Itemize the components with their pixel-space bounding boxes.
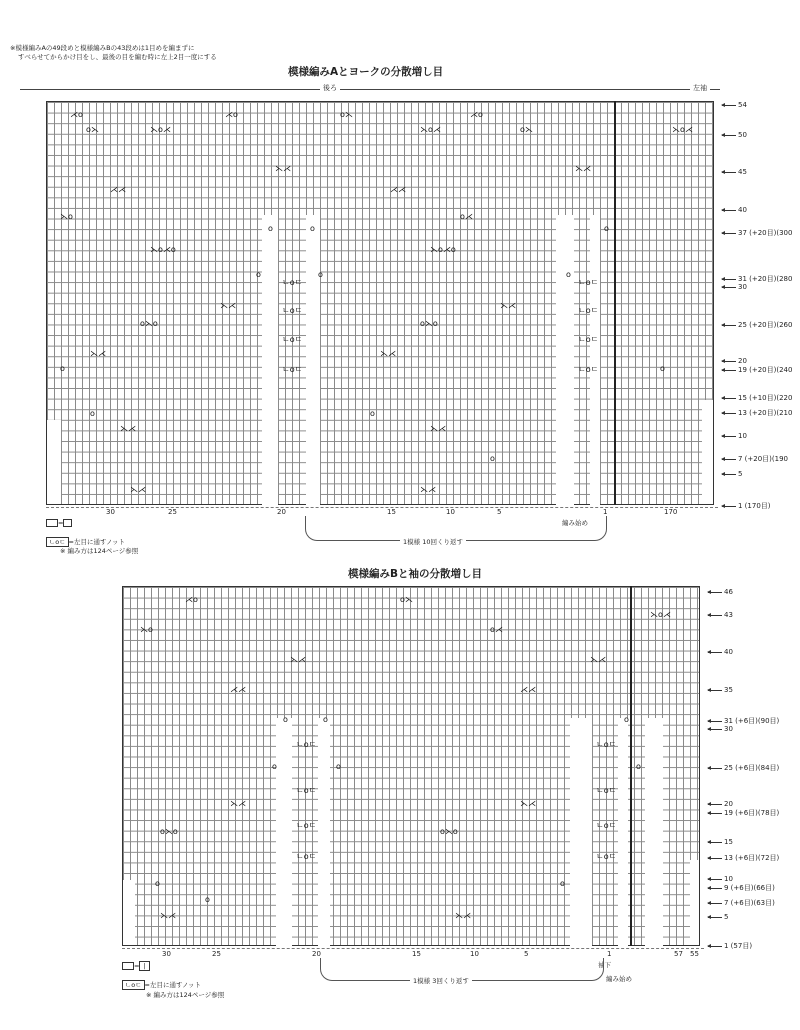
chart-b-stitch: o [624,715,629,724]
chart-b-row-label: 40 [708,648,733,656]
chart-b-baseline [122,948,704,949]
chart-a-section-back: 後ろ [320,83,340,93]
chart-b-row-label: 25 (+6目)(84目) [708,763,779,773]
chart-a-row-label: 25 (+20目)(260 [722,320,792,330]
chart-a-stitch: ⋌o [470,110,483,119]
chart-b-stitch: ⋋⋌ [590,655,606,664]
chart-a-stitch: ㄴoㄷ [578,278,599,287]
legend-a-empty: = [46,519,72,527]
chart-b-stitch: o [636,762,641,771]
chart-a-row-label: 7 (+20目)(190 [722,454,788,464]
legend-b-empty: = | [122,962,150,970]
chart-a-row-label: 50 [722,131,747,139]
chart-b-stitch: ㄴoㄷ [596,852,617,861]
chart-b-col-number: 30 [162,950,171,958]
chart-a-stitch: o⋋ [340,110,353,119]
chart-b-stitch: o⋋o [440,827,458,836]
chart-a-stitch: ⋌⋌ [110,185,126,194]
header-note-line-2: すべらせてからかけ目をし、最後の目を編む時に左上2目一度にする [18,53,217,61]
chart-a-col-number: 170 [664,508,678,516]
chart-a-row-label: 31 (+20目)(280 [722,274,792,284]
chart-a-stitch: o⋋ [86,125,99,134]
chart-a-row-label: 15 (+10目)(220 [722,393,792,403]
chart-a-gap-3 [556,215,574,505]
chart-a-stitch: ⋋⋌ [275,164,291,173]
chart-b-gap-3 [570,718,592,946]
legend-a-pass-over: ㄴoㄷ =左目に通すノット [46,537,125,546]
chart-b-col-number: 55 [690,950,699,958]
chart-b-stitch: ㄴoㄷ [596,740,617,749]
chart-b-stitch: o [323,715,328,724]
chart-a-stitch: ㄴoㄷ [282,365,303,374]
chart-b-stitch: ⋋⋌ [290,655,306,664]
chart-b-step-left [123,880,135,945]
chart-a-step-left [47,420,61,504]
chart-a-stitch: o⋋ [520,125,533,134]
chart-a-title: 模様編みAとヨークの分散増し目 [288,66,444,78]
chart-a-stitch: ⋋o⋌ [672,125,693,134]
chart-b-step-right [690,860,699,945]
legend-a-empty-box [46,519,58,527]
legend-a-empty-box-2 [63,519,72,527]
chart-b-repeat-label: 1模様 3回くり返す [410,976,472,985]
chart-b-stitch: ⋋⋌ [455,911,471,920]
chart-a-stitch: ⋋o [60,212,73,221]
chart-a-stitch: ⋋o⋌o [430,245,456,254]
chart-a-col-number: 15 [387,508,396,516]
chart-b-row-label: 10 [708,875,733,883]
chart-b-row-label: 13 (+6目)(72目) [708,853,779,863]
chart-a-gap-1 [262,215,278,505]
chart-a-stitch: ⋋o⋌ [150,125,171,134]
chart-a-step-right [702,400,713,504]
chart-b-stitch: o⋋o [160,827,178,836]
chart-b-col-number: 10 [470,950,479,958]
chart-a-stitch: ⋋⋌ [575,164,591,173]
chart-a-stitch: ㄴoㄷ [578,306,599,315]
header-note-line-1: ※模様編みAの49段めと模様編みBの43段めは1目めを編まずに [10,44,195,52]
chart-b-stitch: o⋌ [490,625,503,634]
chart-b-col-number: 1 [607,950,612,958]
chart-b-row-label: 43 [708,611,733,619]
chart-b-stitch: ⋌⋌ [230,685,246,694]
chart-b-row-label: 30 [708,725,733,733]
chart-a-col-number: 25 [168,508,177,516]
chart-b-col-number: 20 [312,950,321,958]
chart-b-row-label: 19 (+6目)(78目) [708,808,779,818]
chart-a-stitch: ⋋⋌ [430,424,446,433]
chart-a-stitch: ⋋⋌ [420,485,436,494]
chart-a-stitch: ㄴoㄷ [578,365,599,374]
chart-a-row-label: 40 [722,206,747,214]
chart-b-gap-5 [645,718,663,946]
chart-b-stitch: o [336,762,341,771]
chart-b-stitch: ⋋⋌ [230,799,246,808]
chart-a-stitch: ⋋⋌ [130,485,146,494]
chart-a-col-number: 10 [446,508,455,516]
chart-a-stitch: o [604,224,609,233]
chart-b-stitch: o [560,879,565,888]
chart-a-section-sleeve: 左袖 [690,83,710,93]
chart-b-title: 模様編みBと袖の分散増し目 [348,568,483,580]
legend-b-box-symbol: | [139,961,149,971]
chart-a-stitch: ㄴoㄷ [282,278,303,287]
chart-b-col-number: 25 [212,950,221,958]
legend-b-pass-over: ㄴoㄷ =左目に通すノット [122,980,201,989]
chart-a-col-number: 1 [603,508,608,516]
chart-a-stitch: o⋌ [460,212,473,221]
chart-a-stitch: o [370,409,375,418]
chart-a-col-number: 30 [106,508,115,516]
chart-a-stitch: ⋌⋌ [390,185,406,194]
chart-b-divider [630,586,632,946]
chart-a-stitch: o [318,270,323,279]
chart-a-stitch: o [268,224,273,233]
chart-a-stitch: ⋋⋌ [90,349,106,358]
legend-b-empty-box [122,962,134,970]
chart-a-stitch: ⋋⋌ [500,301,516,310]
chart-a-row-label: 45 [722,168,747,176]
chart-a-row-label: 37 (+20目)(300 [722,228,792,238]
chart-a-row-label: 1 (170目) [722,501,771,511]
chart-a-stitch: o [60,364,65,373]
chart-b-stitch: ⋋o⋌ [650,610,671,619]
chart-a-stitch: o [256,270,261,279]
chart-b-row-label: 35 [708,686,733,694]
chart-b-start-label: 編み始め [606,975,632,983]
chart-b-col-number: 5 [524,950,529,958]
chart-b-stitch: o⋋ [400,595,413,604]
chart-a-row-label: 10 [722,432,747,440]
header-note [10,44,217,62]
legend-a-method-note: ※ 編み方は124ページ参照 [60,547,139,555]
chart-a-gap-4 [590,215,600,505]
legend-b-pass-over-symbol: ㄴoㄷ [122,980,145,990]
chart-a-stitch: ㄴoㄷ [282,335,303,344]
chart-a-stitch: o⋋o [420,319,438,328]
chart-b-row-label: 20 [708,800,733,808]
chart-b-stitch: ⋋o [140,625,153,634]
chart-a-stitch: ⋌o [225,110,238,119]
legend-a-pass-over-symbol: ㄴoㄷ [46,537,69,547]
chart-a-section-line [20,89,720,90]
chart-a-stitch: o [310,224,315,233]
chart-b-stitch: ㄴoㄷ [296,852,317,861]
chart-b-row-label: 1 (57目) [708,941,752,951]
chart-b-grid [122,586,700,946]
chart-b-stitch: o [272,762,277,771]
chart-b-underarm-label: 袖下 [598,961,611,969]
chart-b-stitch: ㄴoㄷ [596,786,617,795]
chart-b-row-label: 7 (+6目)(63目) [708,898,775,908]
chart-a-col-number: 5 [497,508,502,516]
chart-a-stitch: ⋋⋌ [220,301,236,310]
chart-a-start-label: 編み始め [562,519,588,527]
chart-b-row-label: 9 (+6目)(66目) [708,883,775,893]
chart-a-stitch: ⋌o [70,110,83,119]
chart-a-gap-2 [306,215,320,505]
chart-b-row-label: 15 [708,838,733,846]
chart-a-stitch: ㄴoㄷ [578,335,599,344]
chart-b-col-number: 57 [674,950,683,958]
chart-a-col-number: 20 [277,508,286,516]
chart-b-gap-2 [318,715,330,946]
chart-b-stitch: o [155,879,160,888]
chart-b-stitch: ⋌⋌ [520,685,536,694]
chart-b-gap-4 [618,715,629,946]
chart-b-stitch: ㄴoㄷ [296,821,317,830]
chart-b-stitch: ㄴoㄷ [296,786,317,795]
chart-b-row-label: 5 [708,913,728,921]
chart-a-row-label: 54 [722,101,747,109]
chart-b-col-number: 15 [412,950,421,958]
chart-a-stitch: ⋋o⋌ [420,125,441,134]
chart-a-row-label: 19 (+20目)(240 [722,365,792,375]
chart-b-gap-1 [276,715,292,946]
chart-a-stitch: o [90,409,95,418]
chart-b-row-label: 31 (+6目)(90目) [708,716,779,726]
chart-a-row-label: 30 [722,283,747,291]
chart-a-row-label: 20 [722,357,747,365]
chart-a-divider [614,101,616,505]
chart-b-stitch: ⋋⋌ [520,799,536,808]
chart-b-stitch: ⋋⋌ [160,911,176,920]
chart-a-stitch: o [566,270,571,279]
chart-a-baseline [46,507,718,508]
chart-a-row-label: 13 (+20目)(210 [722,408,792,418]
chart-b-stitch: ㄴoㄷ [296,740,317,749]
chart-b-stitch: o [283,715,288,724]
legend-b-method-note: ※ 編み方は124ページ参照 [146,991,225,999]
chart-a-stitch: ㄴoㄷ [282,306,303,315]
chart-a-stitch: o [660,364,665,373]
chart-a-stitch: ⋋⋌ [120,424,136,433]
chart-a-stitch: ⋋⋌ [380,349,396,358]
chart-a-stitch: o⋋o [140,319,158,328]
chart-a-stitch: o [490,454,495,463]
chart-b-stitch: ⋌o [185,595,198,604]
chart-a-row-label: 5 [722,470,742,478]
chart-a-repeat-label: 1模様 10回くり返す [400,537,466,546]
chart-b-stitch: o [205,895,210,904]
chart-b-stitch: ㄴoㄷ [596,821,617,830]
chart-a-stitch: ⋋o⋌o [150,245,176,254]
chart-b-row-label: 46 [708,588,733,596]
